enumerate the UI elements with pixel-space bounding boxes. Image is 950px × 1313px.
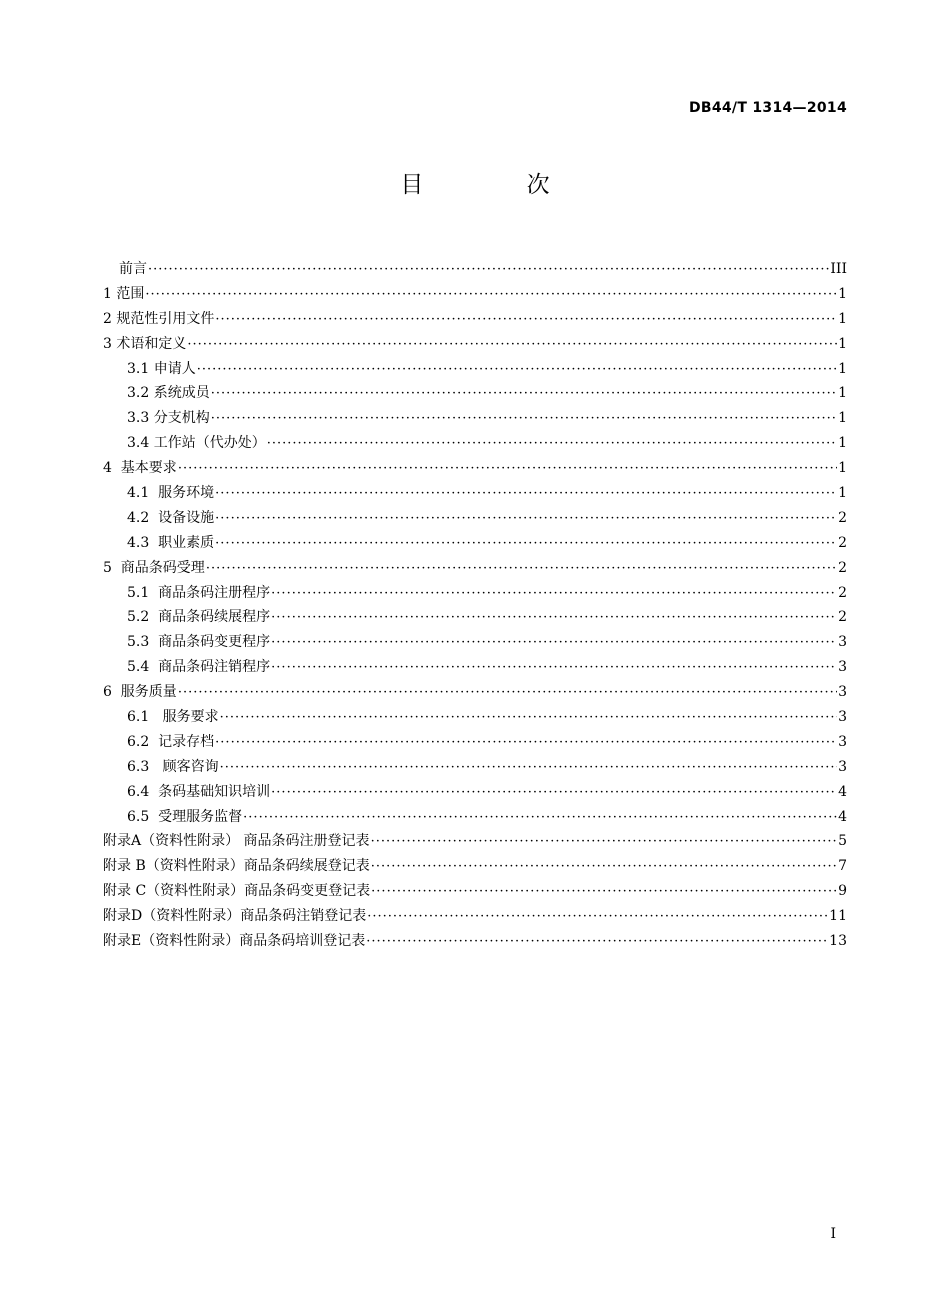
toc-entry-label: 6.4 条码基础知识培训 (127, 783, 271, 800)
toc-entry-page: 9 (838, 883, 847, 900)
toc-entry[interactable] (103, 930, 847, 955)
toc-entry-page: 4 (838, 808, 847, 825)
toc-entry-label: 4 基本要求 (103, 460, 177, 477)
toc-entry[interactable] (103, 457, 847, 482)
toc-entry-page: 7 (838, 858, 847, 875)
toc-entry[interactable] (103, 333, 847, 358)
toc-entry-label: 4.3 职业素质 (127, 534, 215, 551)
toc-leader-dots (211, 411, 837, 426)
toc-entry-label: 附录 B（资料性附录）商品条码续展登记表 (103, 858, 370, 875)
toc-leader-dots (178, 461, 837, 476)
toc-leader-dots (271, 586, 837, 601)
toc-entry-page: 11 (829, 908, 847, 925)
toc-entry-page: 1 (838, 435, 847, 452)
toc-entry-page: 5 (838, 833, 847, 850)
toc-entry-page: 1 (838, 385, 847, 402)
toc-leader-dots (178, 685, 837, 700)
toc-entry[interactable] (103, 731, 847, 756)
toc-entry-page: 1 (838, 410, 847, 427)
toc-entry-page: 2 (838, 559, 847, 576)
toc-entry[interactable] (103, 855, 847, 880)
toc-entry-page: III (830, 261, 847, 277)
toc-entry-label: 4.1 服务环境 (127, 485, 215, 502)
toc-entry-label: 5.3 商品条码变更程序 (127, 634, 271, 651)
toc-entry-label: 5 商品条码受理 (103, 559, 205, 576)
toc-entry-label: 4.2 设备设施 (127, 509, 215, 526)
toc-leader-dots (366, 934, 828, 949)
toc-entry-page: 2 (838, 584, 847, 601)
toc-entry-label: 5.2 商品条码续展程序 (127, 609, 271, 626)
toc-entry-label: 5.1 商品条码注册程序 (127, 584, 271, 601)
toc-entry-page: 1 (838, 335, 847, 352)
toc-entry-label: 6.3 顾客咨询 (127, 758, 219, 775)
toc-entry[interactable] (103, 756, 847, 781)
toc-entry[interactable] (103, 432, 847, 457)
toc-entry-page: 1 (838, 360, 847, 377)
toc-leader-dots (215, 486, 837, 501)
toc-entry-label: 3.3 分支机构 (127, 410, 210, 427)
toc-entry[interactable] (103, 781, 847, 806)
toc-leader-dots (206, 561, 837, 576)
toc-entry[interactable] (103, 582, 847, 607)
toc-entry-label: 附录 C（资料性附录）商品条码变更登记表 (103, 883, 371, 900)
toc-entry-label: 6.5 受理服务监督 (127, 808, 243, 825)
toc-entry[interactable] (103, 407, 847, 432)
toc-entry-page: 3 (838, 709, 847, 726)
toc-leader-dots (371, 859, 837, 874)
toc-leader-dots (367, 909, 828, 924)
toc-entry-page: 4 (838, 783, 847, 800)
toc-leader-dots (145, 287, 837, 302)
toc-entry-page: 3 (838, 758, 847, 775)
toc-entry-page: 1 (838, 310, 847, 327)
table-of-contents (103, 258, 847, 955)
toc-leader-dots (267, 436, 837, 451)
toc-entry[interactable] (103, 258, 847, 283)
toc-leader-dots (215, 536, 837, 551)
toc-entry-page: 2 (838, 534, 847, 551)
toc-entry-label: 附录A（资料性附录） 商品条码注册登记表 (103, 833, 370, 850)
toc-entry[interactable] (103, 283, 847, 308)
toc-entry-label: 前言 (119, 261, 147, 277)
toc-entry[interactable] (103, 656, 847, 681)
toc-leader-dots (271, 635, 837, 650)
toc-entry[interactable] (103, 706, 847, 731)
toc-leader-dots (371, 834, 838, 849)
toc-leader-dots (187, 337, 837, 352)
toc-leader-dots (271, 660, 837, 675)
toc-entry[interactable] (103, 557, 847, 582)
toc-entry[interactable] (103, 806, 847, 831)
document-code: DB44/T 1314—2014 (688, 100, 847, 116)
toc-entry-label: 6 服务质量 (103, 684, 177, 701)
toc-entry-label: 6.1 服务要求 (127, 709, 219, 726)
toc-entry-page: 3 (838, 733, 847, 750)
toc-entry[interactable] (103, 507, 847, 532)
toc-entry[interactable] (103, 606, 847, 631)
toc-leader-dots (271, 610, 837, 625)
toc-leader-dots (271, 785, 837, 800)
toc-leader-dots (220, 760, 837, 775)
toc-entry-page: 1 (838, 485, 847, 502)
toc-entry-label: 3.4 工作站（代办处） (127, 435, 266, 452)
toc-entry-label: 附录D（资料性附录）商品条码注销登记表 (103, 908, 367, 925)
toc-entry[interactable] (103, 482, 847, 507)
toc-entry-label: 1 范围 (103, 285, 145, 302)
toc-entry-page: 3 (838, 659, 847, 676)
toc-entry-page: 2 (838, 509, 847, 526)
toc-entry[interactable] (103, 880, 847, 905)
toc-entry-page: 1 (838, 285, 847, 302)
toc-entry-page: 13 (829, 933, 847, 950)
toc-entry-label: 3 术语和定义 (103, 335, 187, 352)
toc-leader-dots (211, 386, 837, 401)
toc-entry[interactable] (103, 681, 847, 706)
toc-entry[interactable] (103, 532, 847, 557)
toc-entry-page: 3 (838, 684, 847, 701)
toc-entry[interactable] (103, 358, 847, 383)
toc-entry-page: 3 (838, 634, 847, 651)
toc-leader-dots (220, 710, 837, 725)
toc-entry[interactable] (103, 308, 847, 333)
page-title: 目 次 (400, 172, 598, 198)
toc-entry-label: 附录E（资料性附录）商品条码培训登记表 (103, 933, 366, 950)
page-number: I (830, 1226, 836, 1242)
toc-entry-page: 1 (838, 460, 847, 477)
toc-entry[interactable] (103, 631, 847, 656)
toc-leader-dots (371, 884, 837, 899)
toc-entry-label: 5.4 商品条码注销程序 (127, 659, 271, 676)
toc-leader-dots (215, 511, 837, 526)
toc-leader-dots (215, 312, 837, 327)
toc-entry[interactable] (103, 905, 847, 930)
toc-leader-dots (197, 362, 837, 377)
toc-entry[interactable] (103, 382, 847, 407)
toc-leader-dots (243, 810, 837, 825)
toc-leader-dots (148, 262, 829, 277)
toc-entry[interactable] (103, 830, 847, 855)
toc-entry-label: 3.1 申请人 (127, 360, 196, 377)
toc-entry-label: 6.2 记录存档 (127, 733, 215, 750)
toc-entry-label: 2 规范性引用文件 (103, 310, 215, 327)
toc-entry-page: 2 (838, 609, 847, 626)
toc-leader-dots (215, 735, 837, 750)
toc-entry-label: 3.2 系统成员 (127, 385, 210, 402)
